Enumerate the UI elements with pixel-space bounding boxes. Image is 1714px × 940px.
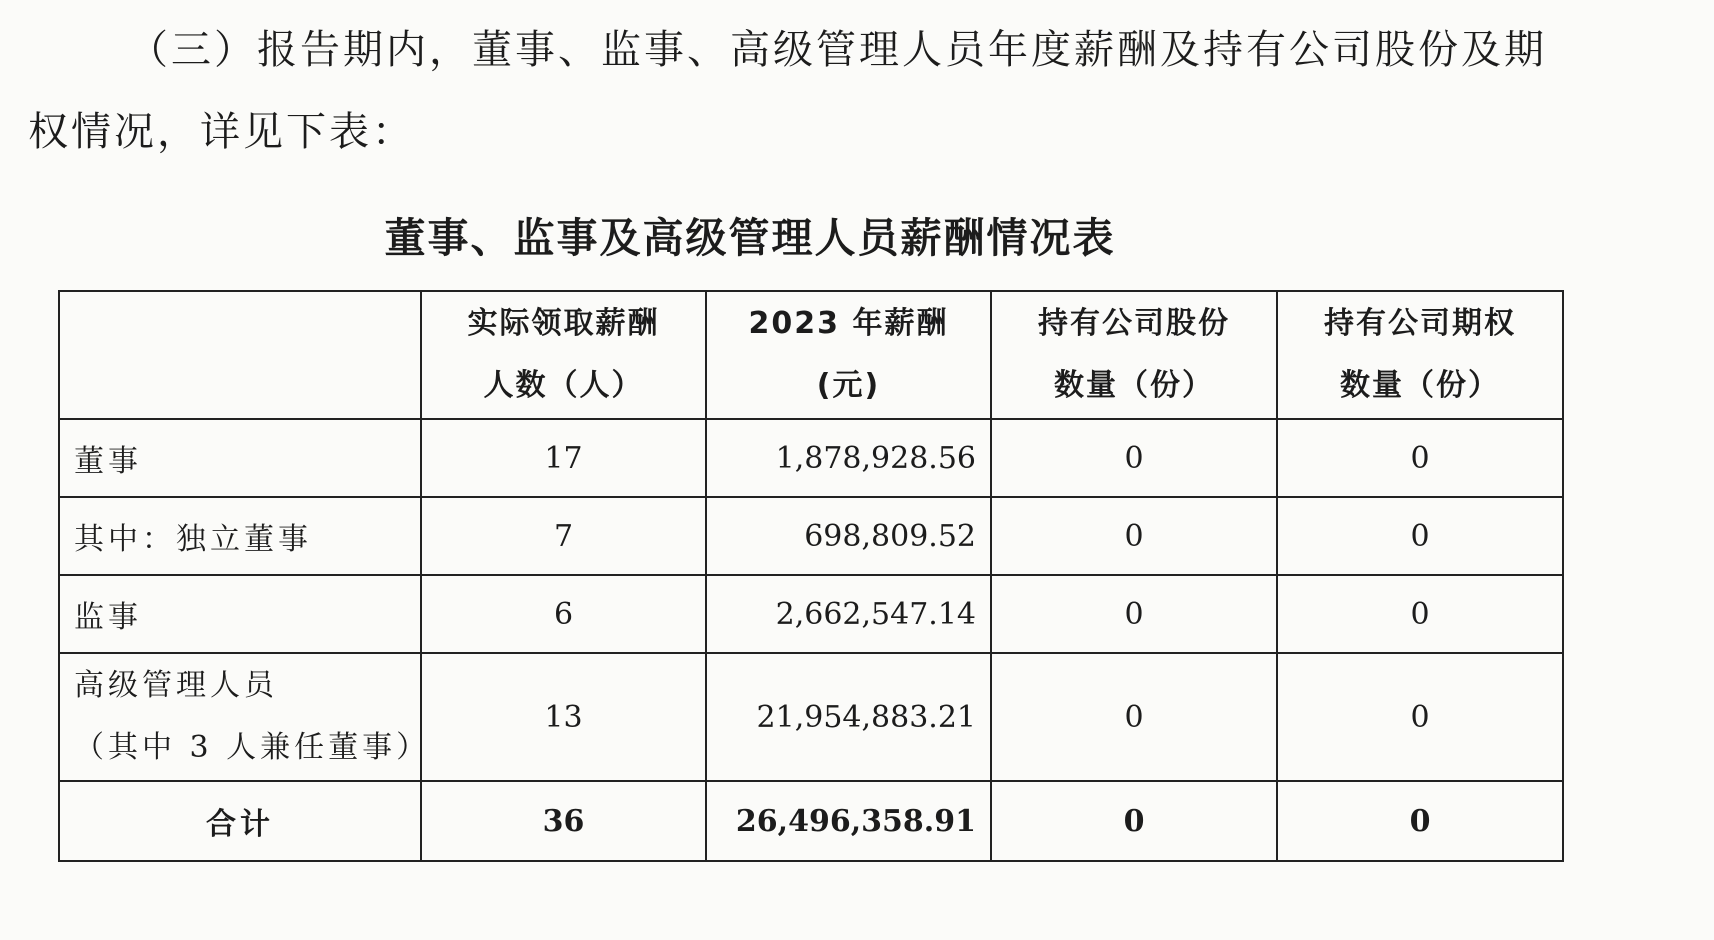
- table-row: [59, 653, 1563, 781]
- header-pay-2023: 2023 年薪酬(元): [706, 291, 991, 419]
- header-blank: [59, 291, 421, 419]
- intro-line-1: （三）报告期内，董事、监事、高级管理人员年度薪酬及持有公司股份及期: [128, 27, 1547, 73]
- table-total-row: [59, 781, 1563, 861]
- row-shares: 0: [991, 497, 1277, 575]
- row-label-line2: （其中 3 人兼任董事）: [74, 730, 431, 765]
- row-options: 0: [1277, 653, 1563, 781]
- row-options: 0: [1277, 419, 1563, 497]
- header-options-line2: 数量（份）: [1340, 368, 1500, 403]
- total-shares: 0: [991, 781, 1277, 861]
- row-options: 0: [1277, 497, 1563, 575]
- header-shares-line1: 持有公司股份: [1038, 306, 1230, 341]
- compensation-table: [58, 290, 1564, 862]
- total-options: 0: [1277, 781, 1563, 861]
- header-recipient-count-line2: 人数（人）: [483, 368, 644, 403]
- table-row: [59, 419, 1563, 497]
- header-recipient-count: [421, 291, 706, 419]
- header-options-line1: 持有公司期权: [1324, 306, 1516, 341]
- row-label: 监事: [59, 575, 421, 653]
- row-label: [59, 653, 431, 781]
- row-count: 7: [421, 497, 706, 575]
- table-row: [59, 497, 1563, 575]
- header-shares: [991, 291, 1277, 419]
- row-pay: 21,954,883.21: [706, 653, 991, 781]
- table-row: [59, 575, 1563, 653]
- total-pay: 26,496,358.91: [706, 781, 991, 861]
- total-count: 36: [421, 781, 706, 861]
- total-label: 合计: [59, 781, 421, 861]
- header-shares-line2: 数量（份）: [1054, 368, 1214, 403]
- row-pay: 1,878,928.56: [706, 419, 991, 497]
- table-header-row: [59, 291, 1563, 419]
- table-title: 董事、监事及高级管理人员薪酬情况表: [384, 214, 1116, 262]
- row-options: 0: [1277, 575, 1563, 653]
- row-shares: 0: [991, 419, 1277, 497]
- row-count: 17: [421, 419, 706, 497]
- row-pay: 2,662,547.14: [706, 575, 991, 653]
- header-options: [1277, 291, 1563, 419]
- row-shares: 0: [991, 575, 1277, 653]
- row-count: 13: [421, 653, 706, 781]
- row-label: 董事: [59, 419, 421, 497]
- row-count: 6: [421, 575, 706, 653]
- row-pay: 698,809.52: [706, 497, 991, 575]
- row-shares: 0: [991, 653, 1277, 781]
- header-recipient-count-line1: 实际领取薪酬: [467, 306, 660, 341]
- row-label: 其中：独立董事: [59, 497, 421, 575]
- intro-line-2: 权情况，详见下表：: [28, 109, 415, 155]
- row-label-line1: 高级管理人员: [74, 668, 278, 703]
